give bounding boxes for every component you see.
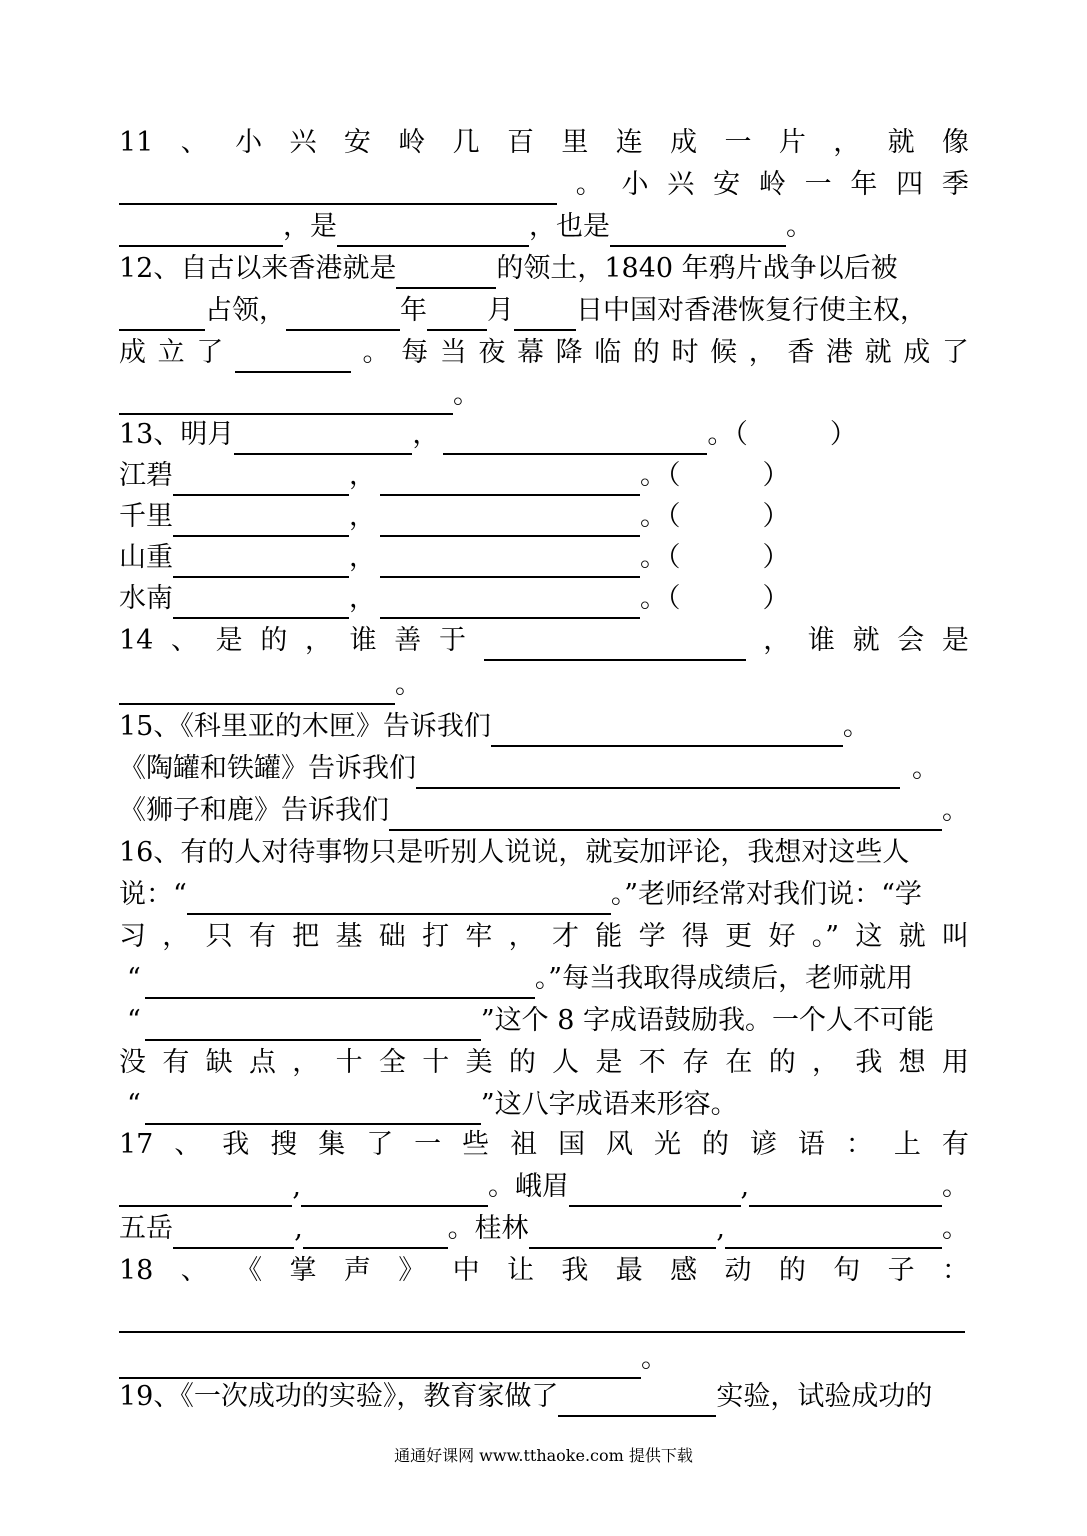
text-token: 子: [887, 1255, 915, 1286]
text-token: 上: [893, 1129, 921, 1160]
answer-blank[interactable]: [337, 215, 529, 247]
answer-blank[interactable]: [187, 883, 611, 915]
text-token: 有: [248, 921, 276, 952]
q12-line3: 成 立 了 。 每 当 夜 幕 降 临 的 时 候 ， 香 港 就 成 了: [119, 333, 969, 373]
text-token: ，: [508, 921, 536, 952]
text-token: 动: [724, 1255, 752, 1286]
q17-line2: , 。峨眉 , 。: [119, 1167, 969, 1207]
text-token: 一: [724, 127, 752, 158]
q16-line3: [119, 917, 969, 957]
q19-line1: 19、《一次成功的实验》，教育家做了 实验，试验成功的: [119, 1377, 969, 1417]
text-token: 、: [180, 1255, 208, 1286]
text-token: 语: [797, 1129, 825, 1160]
q13-row-2: 江碧 ， 。（ ）: [119, 456, 969, 496]
text-token: 百: [506, 127, 534, 158]
answer-blank[interactable]: [173, 1217, 294, 1249]
text-token: 岭: [398, 127, 426, 158]
q14-line1: 14 、 是 的 ， 谁 善 于 ， 谁 就 会 是: [119, 621, 969, 661]
answer-blank[interactable]: [416, 757, 900, 789]
text-token: ，: [292, 1047, 320, 1078]
answer-blank[interactable]: [514, 299, 576, 331]
text-token: 谚: [749, 1129, 777, 1160]
answer-blank[interactable]: [303, 1217, 448, 1249]
q16-line1: 16、有的人对待事物只是听别人说说，就妄加评论，我想对这些人: [119, 837, 910, 868]
text-token: 中: [452, 1255, 480, 1286]
text-token: 安: [343, 127, 371, 158]
answer-blank[interactable]: [301, 1175, 488, 1207]
answer-blank[interactable]: [119, 299, 205, 331]
answer-blank[interactable]: [119, 1347, 641, 1379]
text-token: 能: [595, 921, 623, 952]
text-token: 只: [205, 921, 233, 952]
answer-blank[interactable]: [173, 505, 349, 537]
text-token: 就: [887, 127, 915, 158]
answer-blank[interactable]: [145, 1009, 481, 1041]
q12-line4: 。: [119, 375, 969, 415]
text-token: 才: [551, 921, 579, 952]
q12-line1: 12、自古以来香港就是 的领土，1840 年鸦片战争以后被: [119, 249, 969, 289]
answer-blank[interactable]: [380, 464, 640, 496]
text-token: 就: [898, 921, 926, 952]
answer-blank[interactable]: [443, 423, 707, 455]
answer-blank[interactable]: [749, 1175, 942, 1207]
text-token: 、: [174, 1129, 202, 1160]
text-token: 最: [615, 1255, 643, 1286]
text-token: 牢: [465, 921, 493, 952]
q11-line3: ，是 ，也是 。: [119, 207, 969, 247]
text-token: 一: [414, 1129, 442, 1160]
answer-blank[interactable]: [610, 215, 786, 247]
answer-blank[interactable]: [119, 1175, 292, 1207]
answer-blank[interactable]: [491, 715, 843, 747]
page-footer: 通通好课网 www.tthaoke.com 提供下载: [394, 1446, 693, 1465]
text-token: 有: [162, 1047, 190, 1078]
text-token: 想: [898, 1047, 926, 1078]
answer-blank[interactable]: [380, 505, 640, 537]
answer-blank[interactable]: [558, 1385, 716, 1417]
q15-line2: 《陶罐和铁罐》告诉我们 。: [119, 749, 969, 789]
text-token: 声: [343, 1255, 371, 1286]
text-token: 几: [452, 127, 480, 158]
text-token: 让: [506, 1255, 534, 1286]
answer-blank[interactable]: [145, 1093, 481, 1125]
text-token: 像: [941, 127, 969, 158]
text-token: 感: [670, 1255, 698, 1286]
text-token: 掌: [289, 1255, 317, 1286]
text-token: 国: [558, 1129, 586, 1160]
q17-line1: [119, 1125, 969, 1165]
text-token: 是: [595, 1047, 623, 1078]
text-token: 成: [670, 127, 698, 158]
text-token: 的: [508, 1047, 536, 1078]
q16-line7: “ ”这八字成语来形容。: [119, 1085, 969, 1125]
text-token: 18: [119, 1255, 154, 1286]
text-token: 人: [552, 1047, 580, 1078]
text-token: 。”: [811, 921, 840, 952]
text-token: 小: [235, 127, 263, 158]
text-token: 兴: [289, 127, 317, 158]
text-token: 打: [422, 921, 450, 952]
answer-blank[interactable]: [119, 1301, 965, 1333]
answer-blank[interactable]: [380, 546, 640, 578]
text-token: 的: [778, 1255, 806, 1286]
q16-line2: 说：“ 。”老师经常对我们说：“学: [119, 875, 969, 915]
q15-line3: 《狮子和鹿》告诉我们 。: [119, 791, 969, 831]
text-token: 我: [561, 1255, 589, 1286]
text-token: 缺: [205, 1047, 233, 1078]
q15-line1: 15、《科里亚的木匣》告诉我们 。: [119, 707, 969, 747]
text-token: 些: [462, 1129, 490, 1160]
q16-line6: [119, 1043, 969, 1083]
q13-row-4: 山重 ， 。（ ）: [119, 538, 969, 578]
text-token: 不: [638, 1047, 666, 1078]
answer-blank[interactable]: [234, 423, 412, 455]
text-token: 习: [119, 921, 146, 952]
answer-blank[interactable]: [484, 629, 746, 661]
q16-line5: “ ”这个 8 字成语鼓励我。一个人不可能: [119, 1001, 969, 1041]
text-token: 更: [725, 921, 753, 952]
text-token: 的: [768, 1047, 796, 1078]
text-token: 我: [855, 1047, 883, 1078]
answer-blank[interactable]: [380, 587, 640, 619]
text-token: 里: [561, 127, 589, 158]
text-token: 有: [941, 1129, 969, 1160]
text-token: 了: [366, 1129, 394, 1160]
text-token: 句: [833, 1255, 861, 1286]
text-token: ，: [833, 127, 861, 158]
q11-line2: 。 小 兴 安 岭 一 年 四 季: [119, 165, 969, 205]
text-token: 没: [119, 1047, 146, 1078]
q13-row-1: 13、明月 ， 。（ ）: [119, 415, 969, 455]
text-token: 十: [422, 1047, 450, 1078]
text-token: 17: [119, 1129, 154, 1160]
text-token: ：: [845, 1129, 873, 1160]
answer-blank[interactable]: [427, 299, 487, 331]
answer-blank[interactable]: [119, 673, 395, 705]
answer-blank[interactable]: [725, 1217, 942, 1249]
q11-line1: [119, 123, 969, 163]
text-token: 《: [235, 1255, 263, 1286]
q18-line1: [119, 1251, 969, 1291]
q13-row-3: 千里 ， 。（ ）: [119, 497, 969, 537]
text-token: 好: [768, 921, 796, 952]
answer-blank[interactable]: [119, 173, 557, 205]
answer-blank[interactable]: [286, 299, 400, 331]
text-token: 学: [638, 921, 666, 952]
text-token: 片: [778, 127, 806, 158]
text-token: 光: [654, 1129, 682, 1160]
text-token: 11: [119, 127, 154, 158]
text-token: ，: [812, 1047, 839, 1078]
text-token: 》: [398, 1255, 426, 1286]
text-token: 得: [681, 921, 709, 952]
answer-blank[interactable]: [529, 1217, 717, 1249]
text-token: 存: [682, 1047, 710, 1078]
text-token: 叫: [941, 921, 969, 952]
text-token: 我: [222, 1129, 250, 1160]
text-token: 连: [615, 127, 643, 158]
text-token: 这: [855, 921, 883, 952]
text-token: ：: [941, 1255, 969, 1286]
text-token: 在: [725, 1047, 753, 1078]
text-token: 全: [378, 1047, 406, 1078]
text-token: 点: [248, 1047, 276, 1078]
text-token: 祖: [510, 1129, 538, 1160]
text-token: 集: [318, 1129, 346, 1160]
answer-blank[interactable]: [235, 341, 351, 373]
answer-blank[interactable]: [145, 967, 535, 999]
text-token: 搜: [270, 1129, 298, 1160]
text-token: 十: [335, 1047, 363, 1078]
q18-line2: [119, 1293, 969, 1333]
text-token: ，: [162, 921, 190, 952]
text-token: 美: [465, 1047, 493, 1078]
answer-blank[interactable]: [569, 1175, 740, 1207]
answer-blank[interactable]: [119, 383, 453, 415]
q16-line4: “ 。”每当我取得成绩后，老师就用: [119, 959, 969, 999]
answer-blank[interactable]: [396, 257, 496, 289]
q12-line2: 占领， 年 月 日中国对香港恢复行使主权，: [119, 291, 969, 331]
q18-line3: 。: [119, 1339, 969, 1379]
q13-row-5: 水南 ， 。（ ）: [119, 579, 969, 619]
text-token: 把: [292, 921, 320, 952]
q14-line2: 。: [119, 665, 969, 705]
answer-blank[interactable]: [119, 215, 283, 247]
text-token: 风: [606, 1129, 634, 1160]
text-token: 础: [378, 921, 406, 952]
text-token: 用: [941, 1047, 969, 1078]
answer-blank[interactable]: [173, 587, 349, 619]
q17-line3: 五岳 , 。桂林 , 。: [119, 1209, 969, 1249]
text-token: 基: [335, 921, 363, 952]
text-token: 、: [180, 127, 208, 158]
answer-blank[interactable]: [389, 799, 942, 831]
answer-blank[interactable]: [173, 464, 349, 496]
text-token: 的: [701, 1129, 729, 1160]
answer-blank[interactable]: [173, 546, 349, 578]
